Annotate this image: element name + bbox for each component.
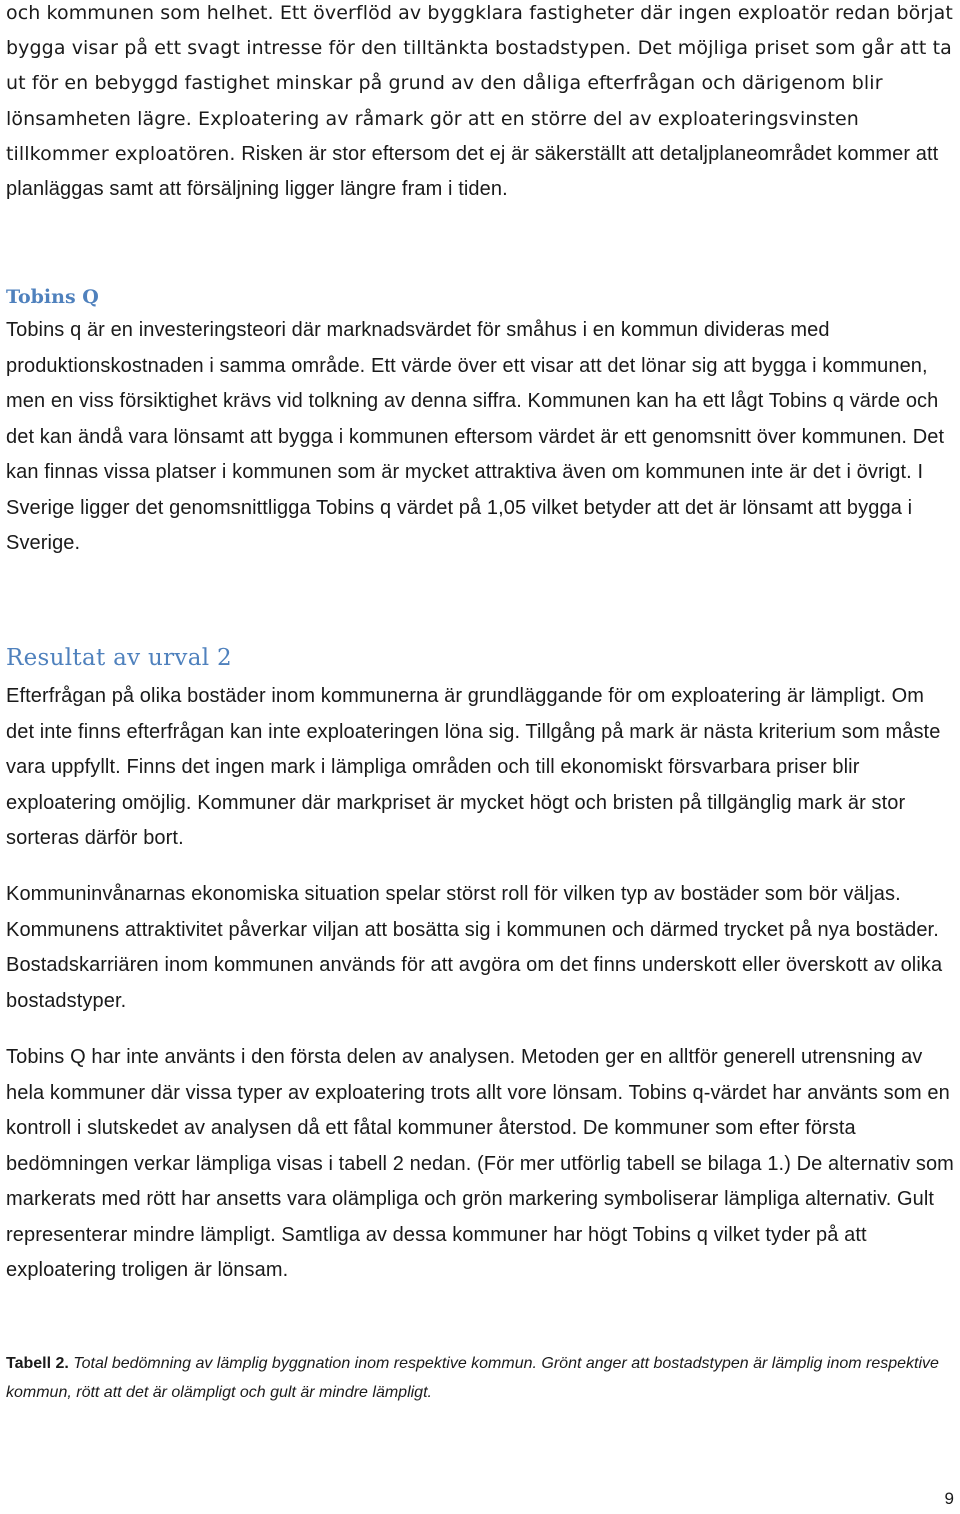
intro-text-part1: och kommunen som helhet. Ett överflöd av byggklara fastigheter där ingen exploatör redan börjat bygga visar på ett svagt intresse för den tilltänkta bostadstypen. Det möjliga priset som går att ta ut för en bebyggd fastighet minskar på grund av den dåliga efterfrågan och därigenom blir lönsamheten lägre. Exploatering av råmark gör att en större del av exploateringsvinsten tillkommer exploatören. — [6, 2, 953, 165]
section-heading-resultat: Resultat av urval 2 — [6, 645, 232, 671]
resultat-paragraph-1: Efterfrågan på olika bostäder inom kommunerna är grundläggande för om exploatering är lämpligt. Om det inte finns efterfrågan kan inte exploateringen löna sig. Tillgång på mark är nästa kriterium som måste vara uppfyllt. Finns det ingen mark i lämpliga områden och till ekonomiskt försvarbara priser blir exploatering omöjlig. Kommuner där markpriset är mycket högt och bristen på tillgänglig mark är stor sorteras därför bort. — [6, 685, 941, 849]
section-heading-tobins: Tobins Q — [6, 286, 99, 308]
resultat-paragraph-3: Tobins Q har inte använts i den första delen av analysen. Metoden ger en alltför generell utrensning av hela kommuner där vissa typer av exploatering trots allt vore lönsam. Tobins q-värdet har använts som en kontroll i slutskedet av analysen då ett fåtal kommuner återstod. De kommuner som efter första bedömningen verkar lämpliga visas i tabell 2 nedan. (För mer utförlig tabell se bilaga 1.) De alternativ som markerats med rött har ansetts vara olämpliga och grön markering symboliserar lämpliga alternativ. Gult representerar mindre lämpligt. Samtliga av dessa kommuner har högt Tobins q vilket tyder på att exploatering troligen är lönsam. — [6, 1046, 954, 1281]
table-caption-text: Total bedömning av lämplig byggnation inom respektive kommun. Grönt anger att bostadstypen är lämplig inom respektive kommun, rött att det är olämpligt och gult är mindre lämpligt. — [6, 1355, 939, 1401]
intro-text-part2: Risken är stor eftersom det ej är säkerställt att detaljplaneområdet kommer att planläggas samt att försäljning ligger längre fram i tiden. — [6, 142, 939, 201]
intro-paragraph — [6, 0, 956, 207]
resultat-paragraph-2: Kommuninvånarnas ekonomiska situation spelar störst roll för vilken typ av bostäder som bör väljas. Kommunens attraktivitet påverkar viljan att bosätta sig i kommunen och därmed trycket på nya bostäder. Bostadskarriären inom kommunen används för att avgöra om det finns underskott eller överskott av olika bostadstyper. — [6, 883, 943, 1012]
table-caption-label: Tabell 2. — [6, 1355, 69, 1372]
tobins-paragraph: Tobins q är en investeringsteori där marknadsvärdet för småhus i en kommun divideras med produktionskostnaden i samma område. Ett värde över ett visar att det lönar sig att bygga i kommunen, men en viss försiktighet krävs vid tolkning av denna siffra. Kommunen kan ha ett lågt Tobins q värde och det kan ändå vara lönsamt att bygga i kommunen eftersom värdet är ett genomsnitt över kommunen. Det kan finnas vissa platser i kommunen som är mycket attraktiva även om kommunen inte är det i övrigt. I Sverige ligger det genomsnittligga Tobins q värdet på 1,05 vilket betyder att det är lönsamt att bygga i Sverige. — [6, 319, 945, 554]
page-number: 9 — [944, 1489, 954, 1508]
table-caption — [6, 1350, 946, 1407]
